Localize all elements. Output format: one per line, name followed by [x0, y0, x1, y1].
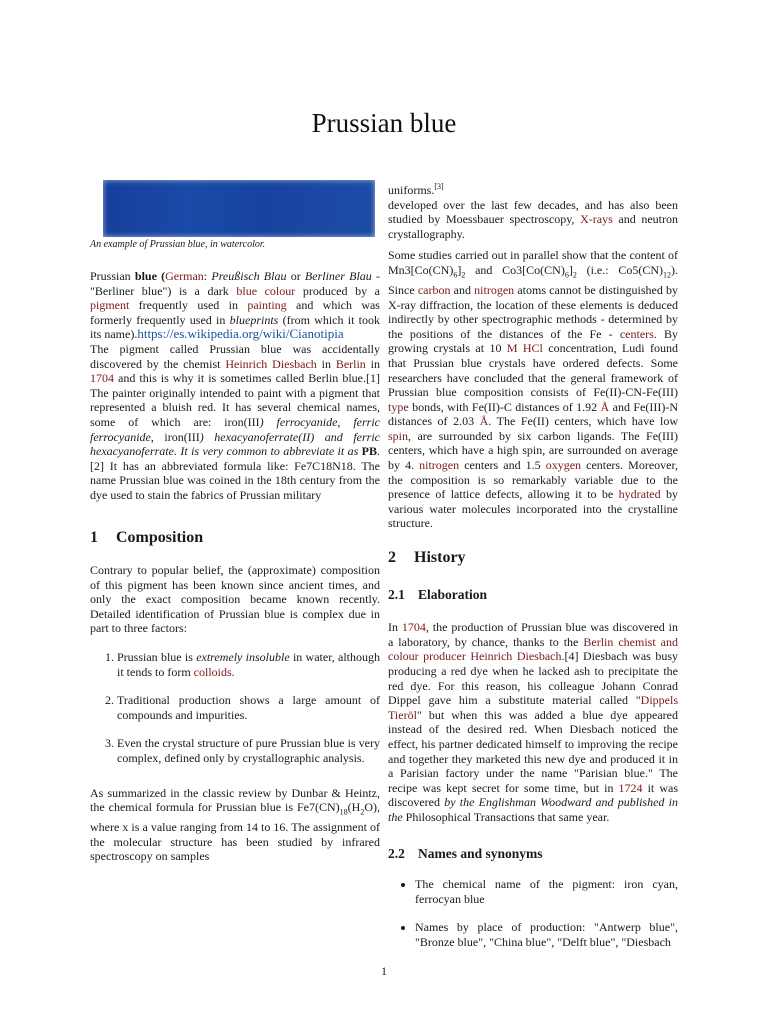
link-centers[interactable]: centers	[619, 326, 654, 341]
link-berlin[interactable]: Berlin	[335, 356, 366, 371]
studies-paragraph: Some studies carried out in parallel show that the content of $Mn3[Co(CN)_6]_2$ and $Co3[Co(CN)_6]_2$ (i.e.: $Co5(CN)_{12}$). Since carbon and nitrogen atoms cannot be distinguished by X-ray diffraction, the location of these elements is deduced indirectly by other spectrographic methods - determined by the positions of the distances of the Fe - centers. By growing crystals at 10 M HCl concentration, Ludi found that Prussian blue crystals have ordered defects. Some researchers have concluded that the general framework of Prussian blue composition consists of Fe(II)-CN-Fe(III) type bonds, with Fe(II)-C distances of 1.92 Å and Fe(III)-N distances of 2.03 Å. The Fe(II) centers, which have low spin, are surrounded by six carbon ligands. The Fe(III) centers, which have a high spin, are surrounded on average by 4. nitrogen centers and 1.5 oxygen centers. Moreover, the composition is so remarkably variable due to the presence of lattice defects, allowing it to be hydrated by various water molecules incorporated into the crystalline structure.	[388, 248, 679, 531]
subsection-heading-elaboration: 2.1 Elaboration	[388, 586, 488, 602]
link-nitrogen-2[interactable]: nitrogen	[419, 458, 460, 473]
section-heading-composition: 1 Composition	[90, 528, 204, 546]
page-number: 1	[381, 964, 387, 978]
synonyms-list	[388, 877, 678, 949]
list-item: 1. Prussian blue is extremely insoluble in water, although it tends to form colloids.	[117, 650, 380, 679]
composition-summary: As summarized in the classic review by Dunbar & Heintz, the chemical formula for Prussian blue is $Fe7(CN)_{18}(H_2O)$, where x is a value ranging from 14 to 16. The assignment of the molecular structure has been studied by infrared spectroscopy on samples	[90, 785, 380, 864]
link-hydrated[interactable]: hydrated	[618, 487, 661, 502]
right-column	[388, 180, 678, 950]
section-heading-history: 2 History	[388, 549, 466, 567]
link-angstrom[interactable]: Å	[600, 399, 610, 414]
list-item: 3. Even the crystal structure of pure Prussian blue is very complex, defined only by crystallographic analysis.	[117, 736, 380, 765]
link-angstrom-2[interactable]: Å	[479, 414, 489, 429]
link-spin[interactable]: spin	[388, 428, 409, 443]
link-x-rays[interactable]: X-rays	[580, 212, 613, 227]
composition-intro: Contrary to popular belief, the (approximate) composition of this pigment has been known since ancient times, and only the exact composition became known recently. Detailed identification of Prussian blue is complex due in part to three factors:	[90, 563, 380, 636]
subsection-heading-names: 2.2 Names and synonyms	[388, 845, 543, 861]
link-m-hcl[interactable]: M HCl	[506, 341, 543, 356]
list-item: • The chemical name of the pigment: iron cyan, ferrocyan blue	[415, 877, 678, 906]
link-1724[interactable]: 1724	[618, 780, 643, 795]
left-column	[90, 180, 380, 864]
elaboration-paragraph: In 1704, the production of Prussian blue was discovered in a laboratory, by chance, thanks to the Berlin chemist and colour producer Heinrich Diesbach.[4] Diesbach was busy producing a red dye when he lacked ash to precipitate the red dye. For this reason, his colleague Johann Conrad Dippel gave him a substitute material called "Dippels Tieröl" but when this was added a blue dye appeared instead of the desired red. When Diesbach noticed the effect, his partner dedicated himself to improving the recipe and together they marketed this new dye and produced it in a Parisian factory under the name "Parisian blue." The recipe was kept secret for some time, but in 1724 it was discovered by the Englishman Woodward and published in the Philosophical Transactions that same year.	[388, 620, 679, 824]
link-heinrich-diesbach[interactable]: Heinrich Diesbach	[225, 356, 317, 371]
link-carbon[interactable]: carbon	[417, 282, 451, 297]
continued-paragraph: uniforms.[3] developed over the last few decades, and has also been studied by Moessbauer spectroscopy, X-rays and neutron crystallography.	[388, 182, 678, 241]
figure-caption: An example of Prussian blue, in watercolor.	[90, 239, 266, 250]
list-item: • Names by place of production: "Antwerp blue", "Bronze blue", "China blue", "Delft blue", "Diesbach	[415, 920, 678, 949]
cianotipia-url-link[interactable]: https://es.wikipedia.org/wiki/Cianotipia	[137, 326, 344, 342]
link-nitrogen[interactable]: nitrogen	[474, 282, 515, 297]
link-pigment[interactable]: pigment	[90, 298, 130, 313]
link-1704[interactable]: 1704	[90, 371, 114, 386]
composition-factors-list	[90, 650, 380, 766]
link-colloids[interactable]: colloids	[193, 664, 232, 679]
link-type[interactable]: type	[388, 399, 409, 414]
link-berlin-chemist[interactable]: Berlin chemist and colour producer Heinrich Diesbach	[388, 634, 678, 664]
link-german[interactable]: German	[165, 269, 204, 283]
page-title: Prussian blue	[311, 108, 457, 138]
watercolor-figure-image	[103, 180, 375, 237]
list-item: 2. Traditional production shows a large amount of compounds and impurities.	[117, 693, 380, 722]
link-blue-colour[interactable]: blue colour	[236, 283, 296, 298]
intro-paragraph: Prussian blue (German: Preußisch Blau or Berliner Blau - "Berliner blue") is a dark blue colour produced by a pigment frequently used in painting and which was formerly frequently used in blueprints (from which it took its name).https://es.wikipedia.org/wiki/Cianotipia	[90, 269, 381, 342]
discovery-paragraph: The pigment called Prussian blue was accidentally discovered by the chemist Heinrich Diesbach in Berlin in 1704 and this is why it is sometimes called Berlin blue.[1] The painter originally intended to paint with a pigment that represented a bluish red. It has several chemical names, some of which are: iron(III) ferrocyanide, ferric ferrocyanide, iron(III) hexacyanoferrate(II) and ferric hexacyanoferrate. It is very common to abbreviate it as PB.[2] It has an abbreviated formula like: Fe7C18N18. The name Prussian blue was coined in the 18th century from the dye used to stain the fabrics of Prussian military	[90, 341, 380, 502]
link-dippels-tierol[interactable]: Dippels Tieröl	[388, 693, 678, 722]
link-oxygen[interactable]: oxygen	[545, 458, 582, 473]
link-painting[interactable]: painting	[247, 298, 287, 313]
link-1704-history[interactable]: 1704	[401, 620, 426, 635]
